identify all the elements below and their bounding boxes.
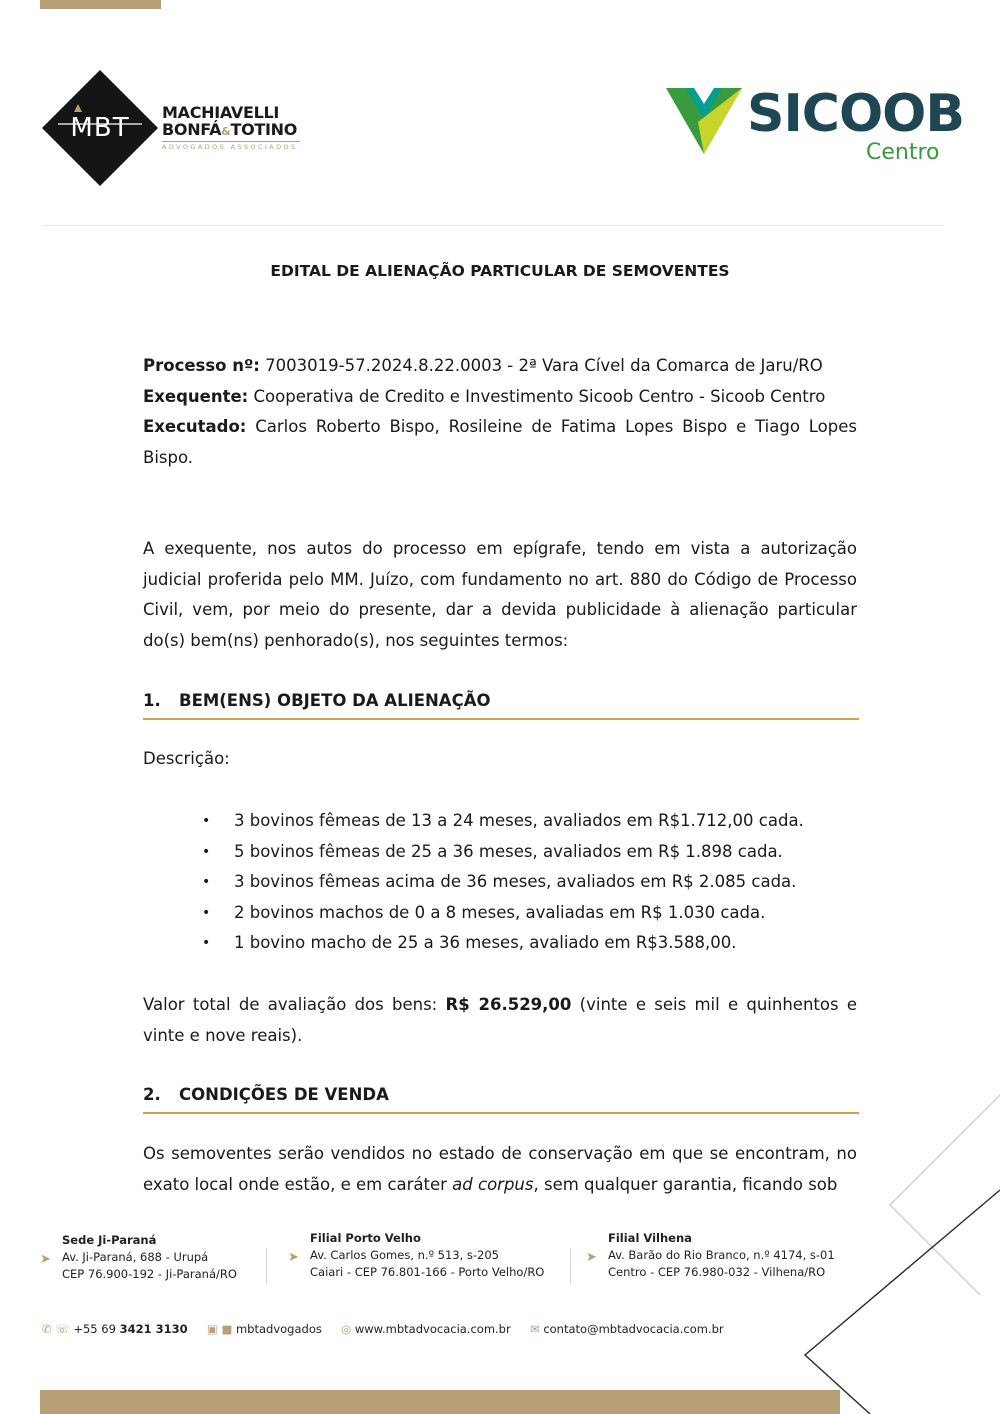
executado-label: Executado: (143, 417, 247, 436)
mbt-tagline-rule (162, 141, 300, 142)
total-prefix: Valor total de avaliação dos bens: (143, 995, 446, 1014)
location-arrow-icon: ➤ (40, 1252, 51, 1267)
list-item: • 5 bovinos fêmeas de 25 a 36 meses, avaliados em R$ 1.898 cada. (200, 837, 880, 868)
mbt-name-line2 (162, 121, 297, 140)
footer-divider (266, 1248, 267, 1284)
section-2-number: 2. (143, 1085, 161, 1104)
header-divider (42, 225, 944, 226)
office-cep: CEP 76.900-192 - Ji-Paraná/RO (62, 1267, 237, 1281)
office-cep: Centro - CEP 76.980-032 - Vilhena/RO (608, 1265, 826, 1279)
exequente-label: Exequente: (143, 386, 249, 406)
sicoob-subtitle: Centro (866, 140, 940, 165)
sale-text-italic: ad corpus (452, 1174, 534, 1194)
document-title: EDITAL DE ALIENAÇÃO PARTICULAR DE SEMOVENTES (270, 262, 730, 280)
facebook-icon: ■ (221, 1322, 233, 1336)
phone-icon: ✆ (42, 1322, 52, 1336)
whatsapp-icon: ☏ (55, 1322, 70, 1336)
footer-divider (570, 1248, 571, 1284)
office-name: Filial Vilhena (608, 1231, 692, 1245)
sicoob-mark-icon (664, 84, 744, 156)
sale-text-a: Os semoventes serão vendidos no estado de conservação em que se encontram, no exato local onde estão, e em caráter (143, 1144, 857, 1194)
office-address: Av. Barão do Rio Branco, n.º 4174, s-01 (608, 1248, 835, 1262)
email-link[interactable]: contato@mbtadvocacia.com.br (543, 1322, 724, 1336)
section-2-heading (143, 1082, 859, 1114)
processo-line (143, 351, 857, 382)
office-name: Sede Ji-Paraná (62, 1233, 157, 1247)
section-1-number: 1. (143, 691, 161, 710)
office-porto-velho (288, 1230, 545, 1281)
phone-prefix: +55 69 (73, 1322, 116, 1336)
executado-value: Carlos Roberto Bispo, Rosileine de Fatima Lopes Bispo e Tiago Lopes Bispo. (143, 417, 857, 467)
instagram-icon: ▣ (206, 1322, 218, 1336)
mbt-bonfa: BONFÁ (162, 120, 222, 139)
list-item: • 3 bovinos fêmeas acima de 36 meses, avaliados em R$ 2.085 cada. (200, 867, 880, 898)
section-1-title: BEM(ENS) OBJETO DA ALIENAÇÃO (179, 691, 491, 710)
mail-icon: ✉ (530, 1322, 540, 1336)
mbt-ampersand: & (221, 125, 231, 138)
top-accent-bar (40, 0, 161, 9)
office-ji-parana (40, 1232, 237, 1283)
mbt-firm-name (162, 104, 297, 140)
process-metadata (143, 351, 857, 473)
list-item: • 3 bovinos fêmeas de 13 a 24 meses, avaliados em R$1.712,00 cada. (200, 806, 880, 837)
executado-line (143, 412, 857, 473)
total-value: R$ 26.529,00 (445, 995, 572, 1014)
processo-label: Processo nº: (143, 356, 260, 375)
mbt-monogram: MBT (70, 113, 130, 143)
location-arrow-icon: ➤ (288, 1250, 299, 1265)
exequente-line (143, 382, 857, 413)
office-address: Av. Ji-Paraná, 688 - Urupá (62, 1250, 209, 1264)
mbt-totino: TOTINO (230, 120, 298, 139)
total-suffix: (vinte e seis mil e quinhentos e vinte e nove reais). (143, 995, 858, 1045)
bottom-accent-bar (40, 1390, 840, 1414)
mbt-name-line1: MACHIAVELLI (162, 103, 280, 122)
total-valuation (143, 990, 857, 1051)
description-label: Descrição: (143, 749, 230, 768)
location-arrow-icon: ➤ (586, 1250, 597, 1265)
globe-icon: ◎ (341, 1322, 352, 1336)
office-vilhena (586, 1230, 835, 1281)
contact-line (42, 1322, 724, 1336)
section-2-title: CONDIÇÕES DE VENDA (179, 1085, 389, 1104)
intro-paragraph: A exequente, nos autos do processo em epígrafe, tendo em vista a autorização judicial proferida pelo MM. Juízo, com fundamento no art. 880 do Código de Processo Civil, vem, por meio do presente, dar a devida publicidade à alienação particular do(s) bem(ns) penhorado(s), nos seguintes termos: (143, 539, 857, 650)
phone-number[interactable]: 3421 3130 (119, 1322, 188, 1336)
website-link[interactable]: www.mbtadvocacia.com.br (354, 1322, 511, 1336)
sale-conditions-paragraph (143, 1139, 857, 1200)
social-handle[interactable]: mbtadvogados (235, 1322, 322, 1336)
mbt-tagline: ADVOGADOS ASSOCIADOS (162, 143, 298, 151)
office-address: Av. Carlos Gomes, n.º 513, s-205 (310, 1248, 499, 1262)
exequente-value: Cooperativa de Credito e Investimento Sicoob Centro - Sicoob Centro (253, 386, 826, 406)
list-item: • 1 bovino macho de 25 a 36 meses, avaliado em R$3.588,00. (200, 928, 880, 959)
list-item: • 2 bovinos machos de 0 a 8 meses, avaliadas em R$ 1.030 cada. (200, 898, 880, 929)
sale-text-b: , sem qualquer garantia, ficando sob (533, 1174, 838, 1194)
office-name: Filial Porto Velho (310, 1231, 421, 1245)
processo-value: 7003019-57.2024.8.22.0003 - 2ª Vara Cível da Comarca de Jaru/RO (265, 356, 823, 375)
mbt-diamond-emblem (40, 68, 160, 188)
office-cep: Caiari - CEP 76.801-166 - Porto Velho/RO (310, 1265, 545, 1279)
items-list (200, 806, 880, 959)
sicoob-name: SICOOB (747, 84, 965, 144)
section-1-heading (143, 688, 859, 720)
